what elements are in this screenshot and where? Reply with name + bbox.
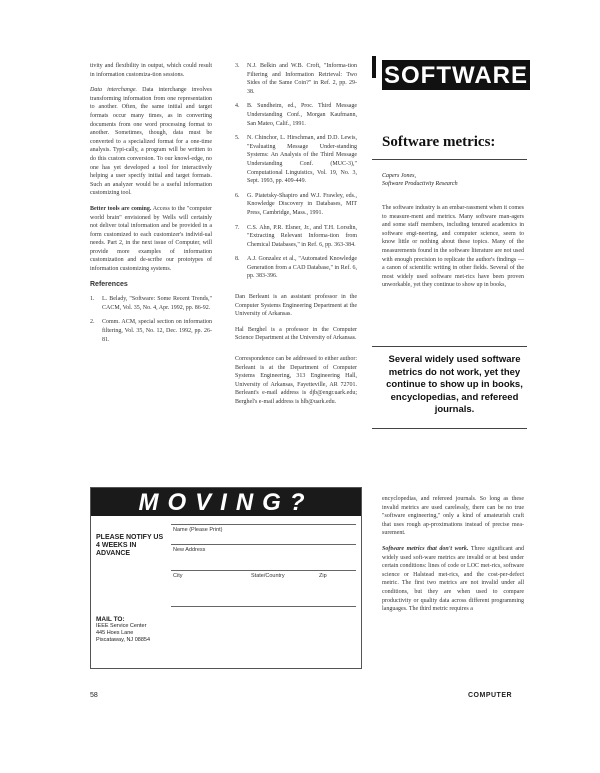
name-field[interactable] <box>171 524 356 525</box>
department-tag-bar <box>372 56 376 78</box>
column-2 <box>235 62 357 414</box>
reference-item: 5. N. Chinchor, L. Hirschman, and D.D. Lewis, "Evaluating Message Under-standing Systems: An Analysis of the Third Message Understanding Conf. (MUC-3)," Computational Linguistics, Vol. 19, No. 3, Sept. 1993, pp. 409-449. <box>235 135 357 185</box>
department-tag: SOFTWARE <box>384 62 528 89</box>
reference-item: 8. A.J. Gonzalez et al., "Automated Knowledge Generation from a CAD Database," in Ref. 6, pp. 383-396. <box>235 256 357 280</box>
pull-quote-rule-top <box>372 346 527 347</box>
moving-banner: MOVING? <box>91 488 361 516</box>
byline <box>382 172 458 188</box>
col1-para-2: Data interchange. Data interchange involves transforming information from one representation to another. Often, the same initial and target formats occur many times, as in converting documents from one word processing format to another. Sometimes, though, data must be converted to a specialized format for a one-time analysis. Typi-cally, a program will be written to do this custom conversion. To our knowl-edge, no one has yet developed a tool for interactively helping a user specify initial and target formats. Such an analyzer would be a useful information customizing tool. <box>90 87 212 197</box>
pull-quote-rule-bottom <box>372 428 527 429</box>
correspondence-note: Correspondence can be addressed to either author: Berleant is at the Department of Computer Systems Engineering, 313 Engineering Hall, University of Arkansas, Fayetteville, AR 72701. Berleant's e-mail address is djb@engr.uark.edu; Berghel's e-mail address is hlb@uark.edu. <box>235 356 357 405</box>
col3-para-2: encyclopedias, and refereed journals. So long as these invalid metrics are used carelessly, there can be no true "software engineering," only a kind of amateurish craft that uses rough ap-proximations instead of precise mea-surement. <box>382 496 524 537</box>
byline-author: Capers Jones, <box>382 173 416 179</box>
col1-para-3: Better tools are coming. Access to the "computer world brain" envisioned by Wells will certainly not deliver total information and be provided in a form customized to each customizer's individ-ual needs. Part 2, in the next issue of Computer, will provide more examples of information customization and de-scribe our prototypes of information customizing systems. <box>90 205 213 273</box>
col3-para-1: The software industry is an embar-rassment when it comes to measure-ment and metrics. Many software man-agers and some staff members, including tenured academics in software engi-neering, and computer science, seem to know little or nothing about these topics. Many of the measurements found in the software literature are not used with enough precision to replicate the author's findings — a canon of scientific writing in other fields. Several of the most widely used software met-rics have been proven unworkable, yet they continue to show up in books, <box>382 205 524 289</box>
notify-notice: PLEASE NOTIFY US 4 WEEKS IN ADVANCE <box>96 534 164 557</box>
mail-to-address: MAIL TO: IEEE Service Center 445 Hoes Lane Piscataway, NJ 08854 <box>96 616 151 643</box>
state-label: State/Country <box>251 573 285 579</box>
column-3-top <box>382 204 524 297</box>
col1-para-1: tivity and flexibility in output, which could result in information customiza-tion sessions. <box>90 63 212 78</box>
author-bio-berleant: Dan Berleant is an assistant professor in the Computer Systems Engineering Department at the University of Arkansas. <box>235 294 357 318</box>
column-1 <box>90 62 212 350</box>
title-rule <box>372 159 527 160</box>
reference-item: 6. G. Piatetsky-Shapiro and W.J. Frawley, eds., Knowledge Discovery in Databases, MIT Press, Cambridge, Mass., 1991. <box>235 192 357 216</box>
column-3-bottom <box>382 495 524 621</box>
address-field[interactable] <box>171 544 356 545</box>
reference-item: 3. N.J. Belkin and W.B. Croft, "Informa-tion Filtering and Information Retrieval: Two Sides of the Same Coin?" in Ref. 2, pp. 29-38. <box>235 63 357 95</box>
byline-affiliation: Software Productivity Research <box>382 181 458 187</box>
article-title: Software metrics: <box>382 134 496 150</box>
city-state-zip-field[interactable] <box>171 570 356 571</box>
reference-item: 1. L. Belady, "Software: Some Recent Trends," CACM, Vol. 35, No. 4, Apr. 1992, pp. 86-92. <box>90 296 212 311</box>
page-number: 58 <box>90 692 98 699</box>
name-label: Name (Please Print) <box>173 527 223 533</box>
col3-para-3: Software metrics that don't work. Three significant and widely used soft-ware metrics are invalid or at best under certain conditions: lines of code or LOC met-rics, software science or Halstead met-rics, and the cost-per-defect metric. The first two metrics are not invalid under all conditions, but they are when used to compare productivity or quality data across different programming languages. The third metric requires a <box>382 545 524 613</box>
label-area-rule <box>171 606 356 607</box>
address-label: New Address <box>173 547 206 553</box>
city-label: City <box>173 573 183 579</box>
author-bio-berghel: Hal Berghel is a professor in the Computer Science Department at the University of Arkansas. <box>235 326 357 342</box>
pull-quote: Several widely used software metrics do not work, yet they continue to show up in books, encyclopedias, and refereed journals. <box>386 354 523 415</box>
reference-item: 2. Comm. ACM, special section on information filtering, Vol. 35, No. 12, Dec. 1992, pp. 26-81. <box>90 319 212 343</box>
reference-item: 7. C.S. Ahn, P.R. Elsner, Jr., and T.H. Lorsdin, "Extracting Relevant Informa-tion from Chemical Databases," in Ref. 6, pp. 363-384. <box>235 224 357 248</box>
zip-label: Zip <box>319 573 327 579</box>
references-heading: References <box>90 280 128 288</box>
change-of-address-form <box>90 487 362 669</box>
reference-item: 4. B. Sundheim, ed., Proc. Third Message Understanding Conf., Morgan Kaufmann, San Mateo, Calif., 1991. <box>235 103 357 127</box>
journal-name: COMPUTER <box>468 692 513 699</box>
